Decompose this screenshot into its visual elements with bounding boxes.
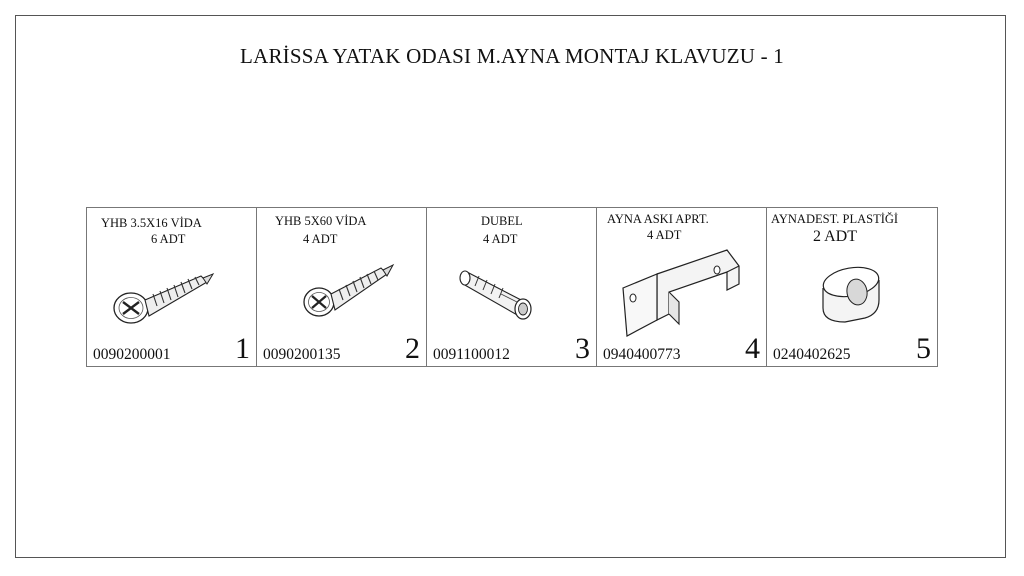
part-name: AYNADEST. PLASTİĞİ xyxy=(771,212,899,226)
plastic-spacer-icon xyxy=(813,260,893,330)
part-code: 0090200001 xyxy=(93,346,171,363)
part-quantity: 4 ADT xyxy=(303,232,338,246)
part-quantity: 6 ADT xyxy=(151,232,186,246)
part-quantity: 2 ADT xyxy=(813,228,857,245)
part-name: YHB 3.5X16 VİDA xyxy=(101,216,202,230)
wall-plug-icon xyxy=(457,254,557,334)
part-index: 2 xyxy=(405,332,420,365)
parts-table xyxy=(86,207,938,367)
page-title: LARİSSA YATAK ODASI M.AYNA MONTAJ KLAVUZU - 1 xyxy=(240,44,784,68)
part-quantity: 4 ADT xyxy=(647,228,682,242)
part-name: DUBEL xyxy=(481,214,523,228)
part-index: 3 xyxy=(575,332,590,365)
part-cell-4 xyxy=(597,208,767,366)
part-code: 0940400773 xyxy=(603,346,681,363)
flat-head-screw-icon xyxy=(297,254,407,334)
part-quantity: 4 ADT xyxy=(483,232,518,246)
part-index: 4 xyxy=(745,332,760,365)
part-index: 5 xyxy=(916,332,931,365)
flat-head-screw-icon xyxy=(105,252,235,342)
part-code: 0090200135 xyxy=(263,346,341,363)
part-cell-5 xyxy=(767,208,937,366)
part-code: 0091100012 xyxy=(433,346,510,363)
part-name: AYNA ASKI APRT. xyxy=(607,212,709,226)
part-cell-3 xyxy=(427,208,597,366)
part-code: 0240402625 xyxy=(773,346,851,363)
part-index: 1 xyxy=(235,332,250,365)
part-name: YHB 5X60 VİDA xyxy=(275,214,367,228)
mirror-hanger-bracket-icon xyxy=(619,244,749,340)
part-cell-1 xyxy=(87,208,257,366)
part-cell-2 xyxy=(257,208,427,366)
